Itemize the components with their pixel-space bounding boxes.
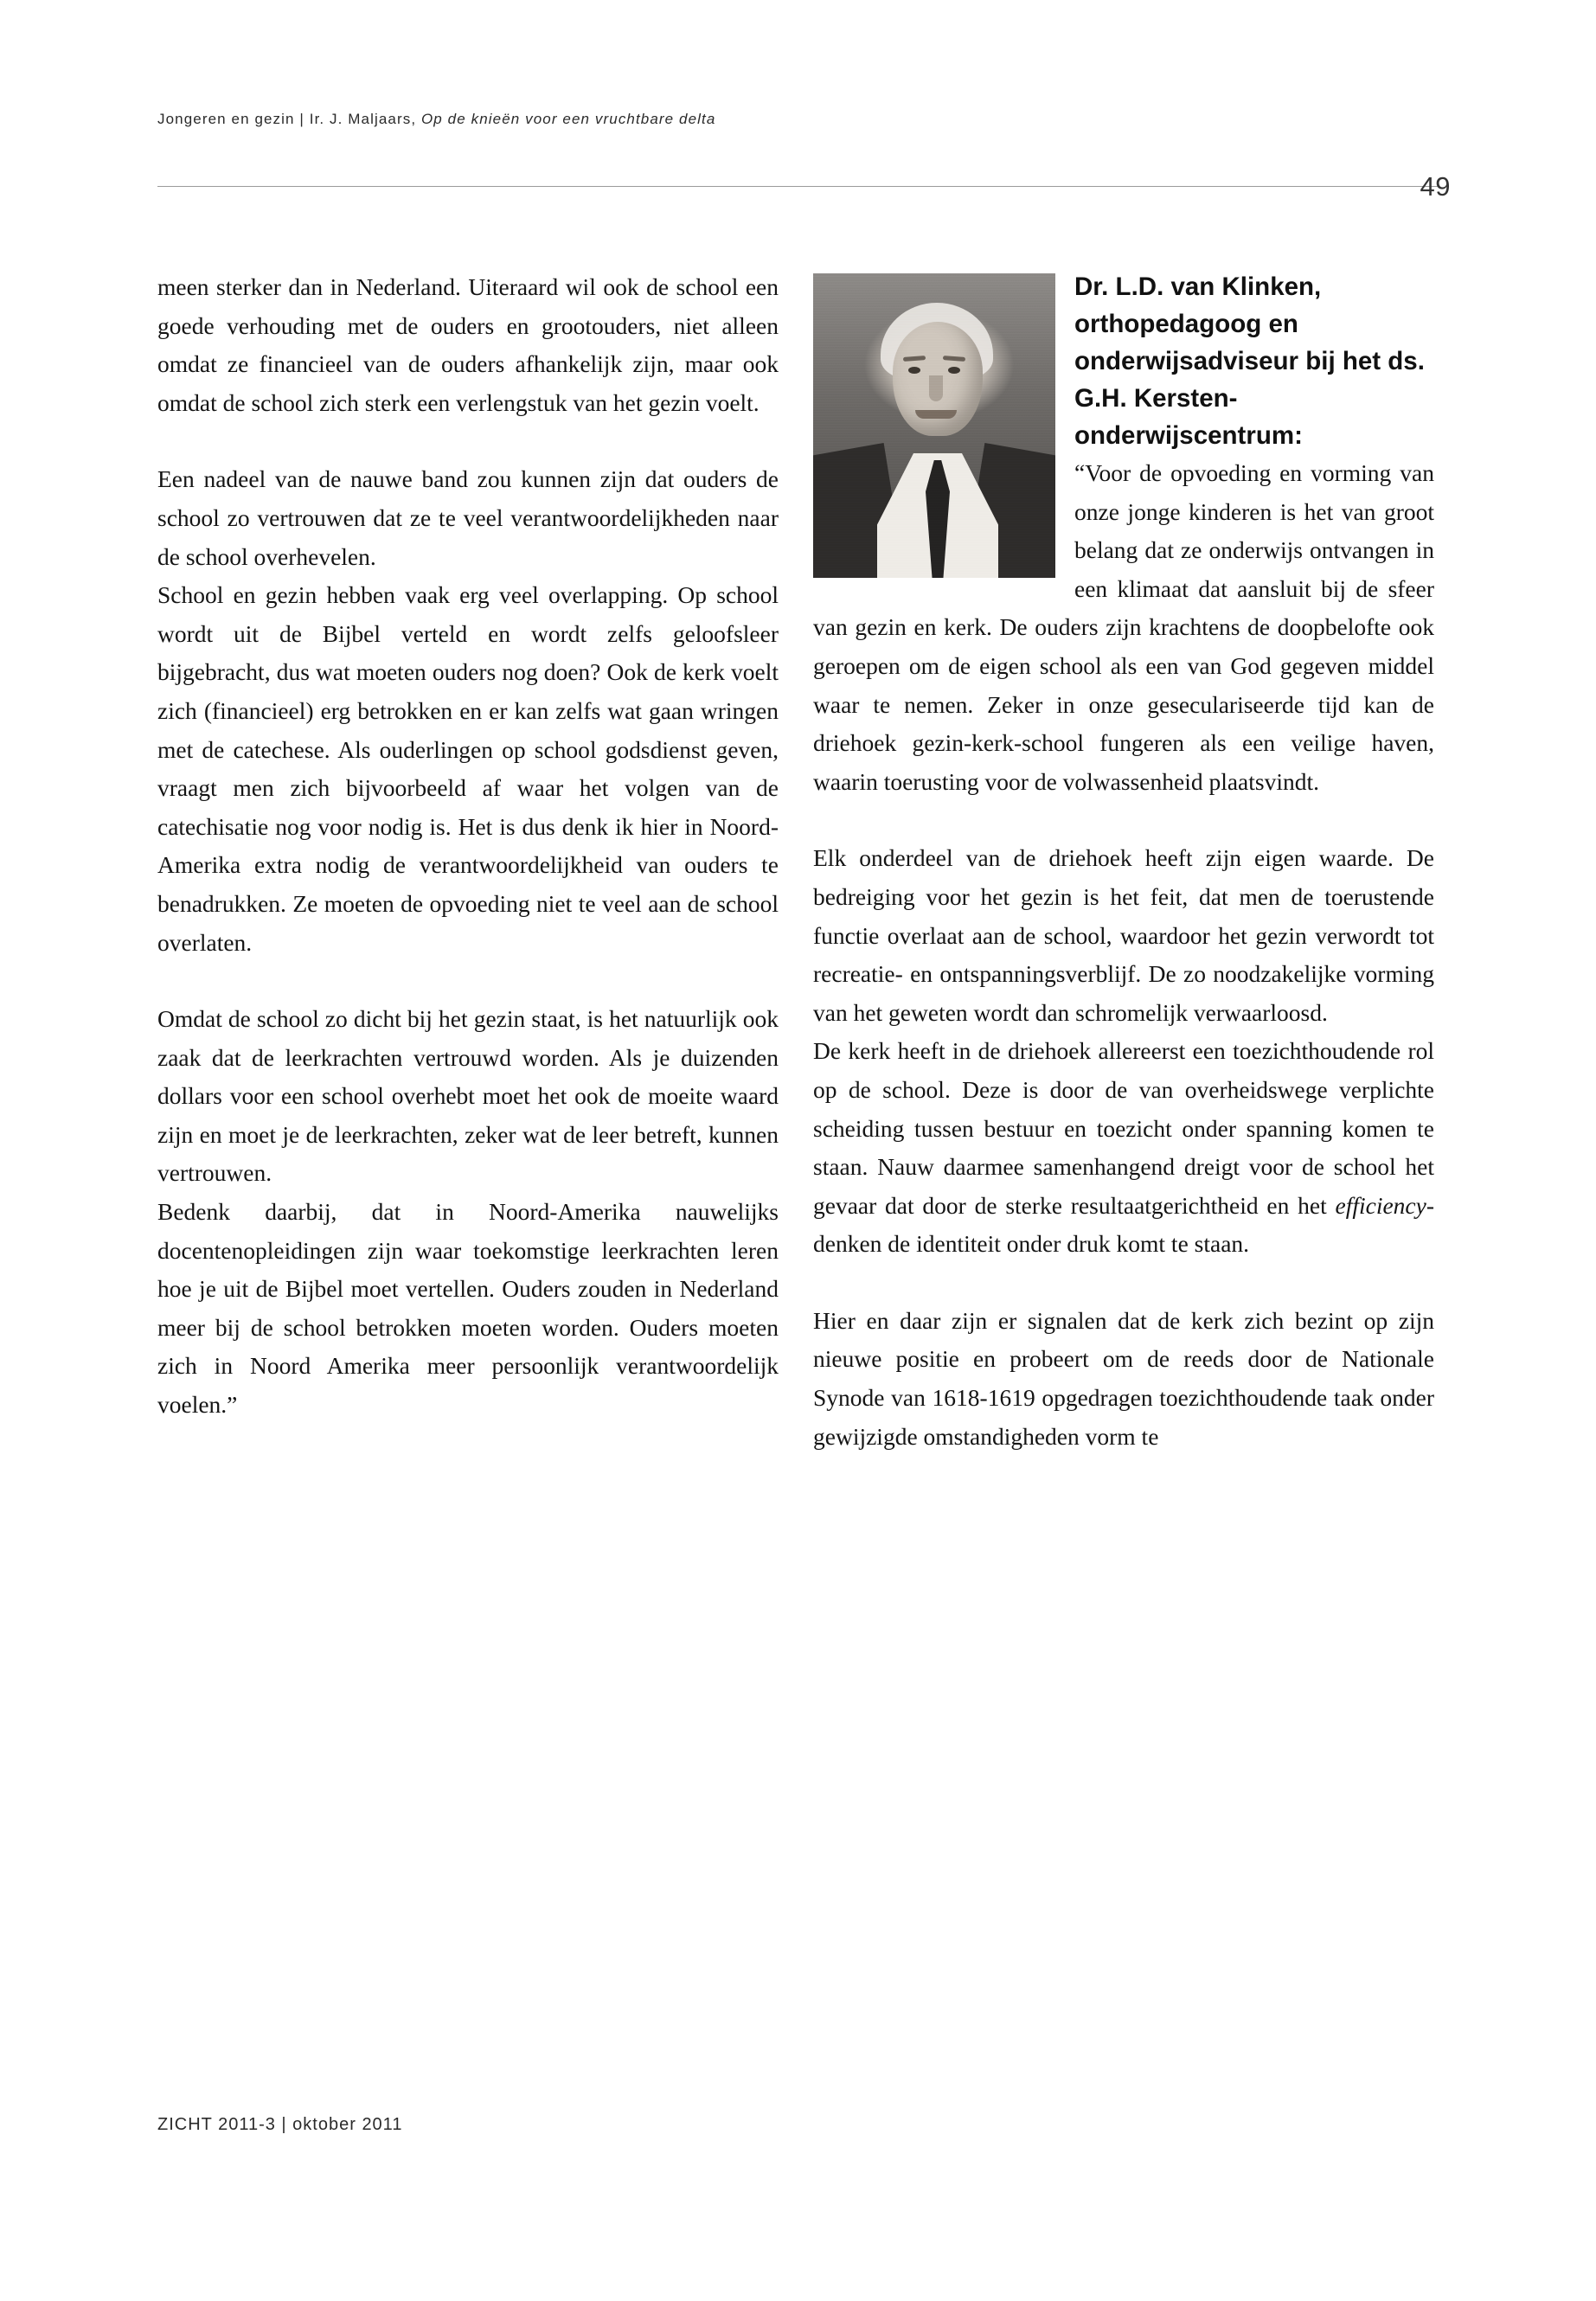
paragraph-text-tail: -denken de identiteit onder druk komt te staan. [813, 1191, 1434, 1258]
interviewee-intro: Dr. L.D. van Klinken, orthopedagoog en onderwijsadviseur bij het ds. G.H. Kersten-onderwijscentrum: [1074, 272, 1425, 450]
footer-issue-line: ZICHT 2011-3 | oktober 2011 [157, 2115, 403, 2134]
italic-term: efficiency [1335, 1191, 1426, 1219]
paragraph: Elk onderdeel van de driehoek heeft zijn eigen waarde. De bedreiging voor het gezin is het feit, dat men de toerustende functie overlaat aan de school, waardoor het gezin verwordt tot recreatie- en ontspanningsverblijf. De zo noodzakelijke vorming van het geweten wordt dan schromelijk verwaarloosd. [813, 844, 1434, 1026]
paragraph-text: De kerk heeft in de driehoek allereerst een toezichthoudende rol op de school. Deze is door de van overheidswege verplichte scheiding tussen bestuur en toezicht onder spanning komen te staan. Nauw daarmee samenhangend dreigt voor de school het gevaar dat door de sterke resultaatgerichtheid en het [813, 1037, 1434, 1219]
paragraph: Een nadeel van de nauwe band zou kunnen zijn dat ouders de school zo vertrouwen dat ze te veel verantwoordelijkheden naar de school overhevelen. [157, 465, 779, 570]
right-text-column [813, 268, 1434, 1456]
running-head-plain: Jongeren en gezin | Ir. J. Maljaars, [157, 111, 421, 127]
paragraph: School en gezin hebben vaak erg veel overlapping. Op school wordt uit de Bijbel verteld en wordt zelfs geloofsleer bijgebracht, dus wat moeten ouders nog doen? Ook de kerk voelt zich (financieel) erg betrokken en er kan zelfs wat gaan wringen met de catechese. Als ouderlingen op school godsdienst geven, vraagt men zich bijvoorbeeld af waar het volgen van de catechisatie nog voor nodig is. Het is dus denk ik hier in Noord-Amerika extra nodig de verantwoordelijkheid van ouders te benadrukken. Ze moeten de opvoeding niet te veel aan de school overlaten. [157, 581, 779, 956]
paragraph [813, 1032, 1434, 1264]
running-head-italic: Op de knieën voor een vruchtbare delta [420, 111, 716, 127]
left-text-column [157, 268, 779, 1425]
header-divider [157, 186, 1438, 187]
portrait-photo [813, 273, 1055, 578]
paragraph: meen sterker dan in Nederland. Uiteraard wil ook de school een goede verhouding met de ouders en grootouders, niet alleen omdat ze financieel van de ouders afhankelijk zijn, maar ook omdat de school zich sterk een verlengstuk van het gezin voelt. [157, 273, 779, 416]
page-number: 49 [1420, 171, 1451, 202]
paragraph: Bedenk daarbij, dat in Noord-Amerika nauwelijks docentenopleidingen zijn waar toekomstige leerkrachten leren hoe je uit de Bijbel moet vertellen. Ouders zouden in Nederland meer bij de school betrokken moeten worden. Ouders moeten zich in Noord Amerika meer persoonlijk verantwoordelijk voelen.” [157, 1198, 779, 1419]
running-head [157, 111, 1455, 128]
photo-grain [813, 273, 1055, 578]
paragraph: Omdat de school zo dicht bij het gezin staat, is het natuurlijk ook zaak dat de leerkrachten vertrouwd worden. Als je duizenden dollars voor een school overhebt moet het ook de moeite waard zijn en moet je de leerkrachten, zeker wat de leer betreft, kunnen vertrouwen. [157, 1005, 779, 1187]
paragraph: “Voor de opvoeding en vorming van onze jonge kinderen is het van groot belang dat ze onderwijs ontvangen in een klimaat dat aansluit bij de sfeer van gezin en kerk. De ouders zijn krachtens de doopbelofte ook geroepen om de eigen school als een van God gegeven middel waar te nemen. Zeker in onze geseculariseerde tijd kan de driehoek gezin-kerk-school fungeren als een veilige haven, waarin toerusting voor de volwassenheid plaatsvindt. [813, 459, 1434, 795]
paragraph: Hier en daar zijn er signalen dat de kerk zich bezint op zijn nieuwe positie en probeert om de reeds door de Nationale Synode van 1618-1619 opgedragen toezichthoudende taak onder gewijzigde omstandigheden vorm te [813, 1306, 1434, 1450]
